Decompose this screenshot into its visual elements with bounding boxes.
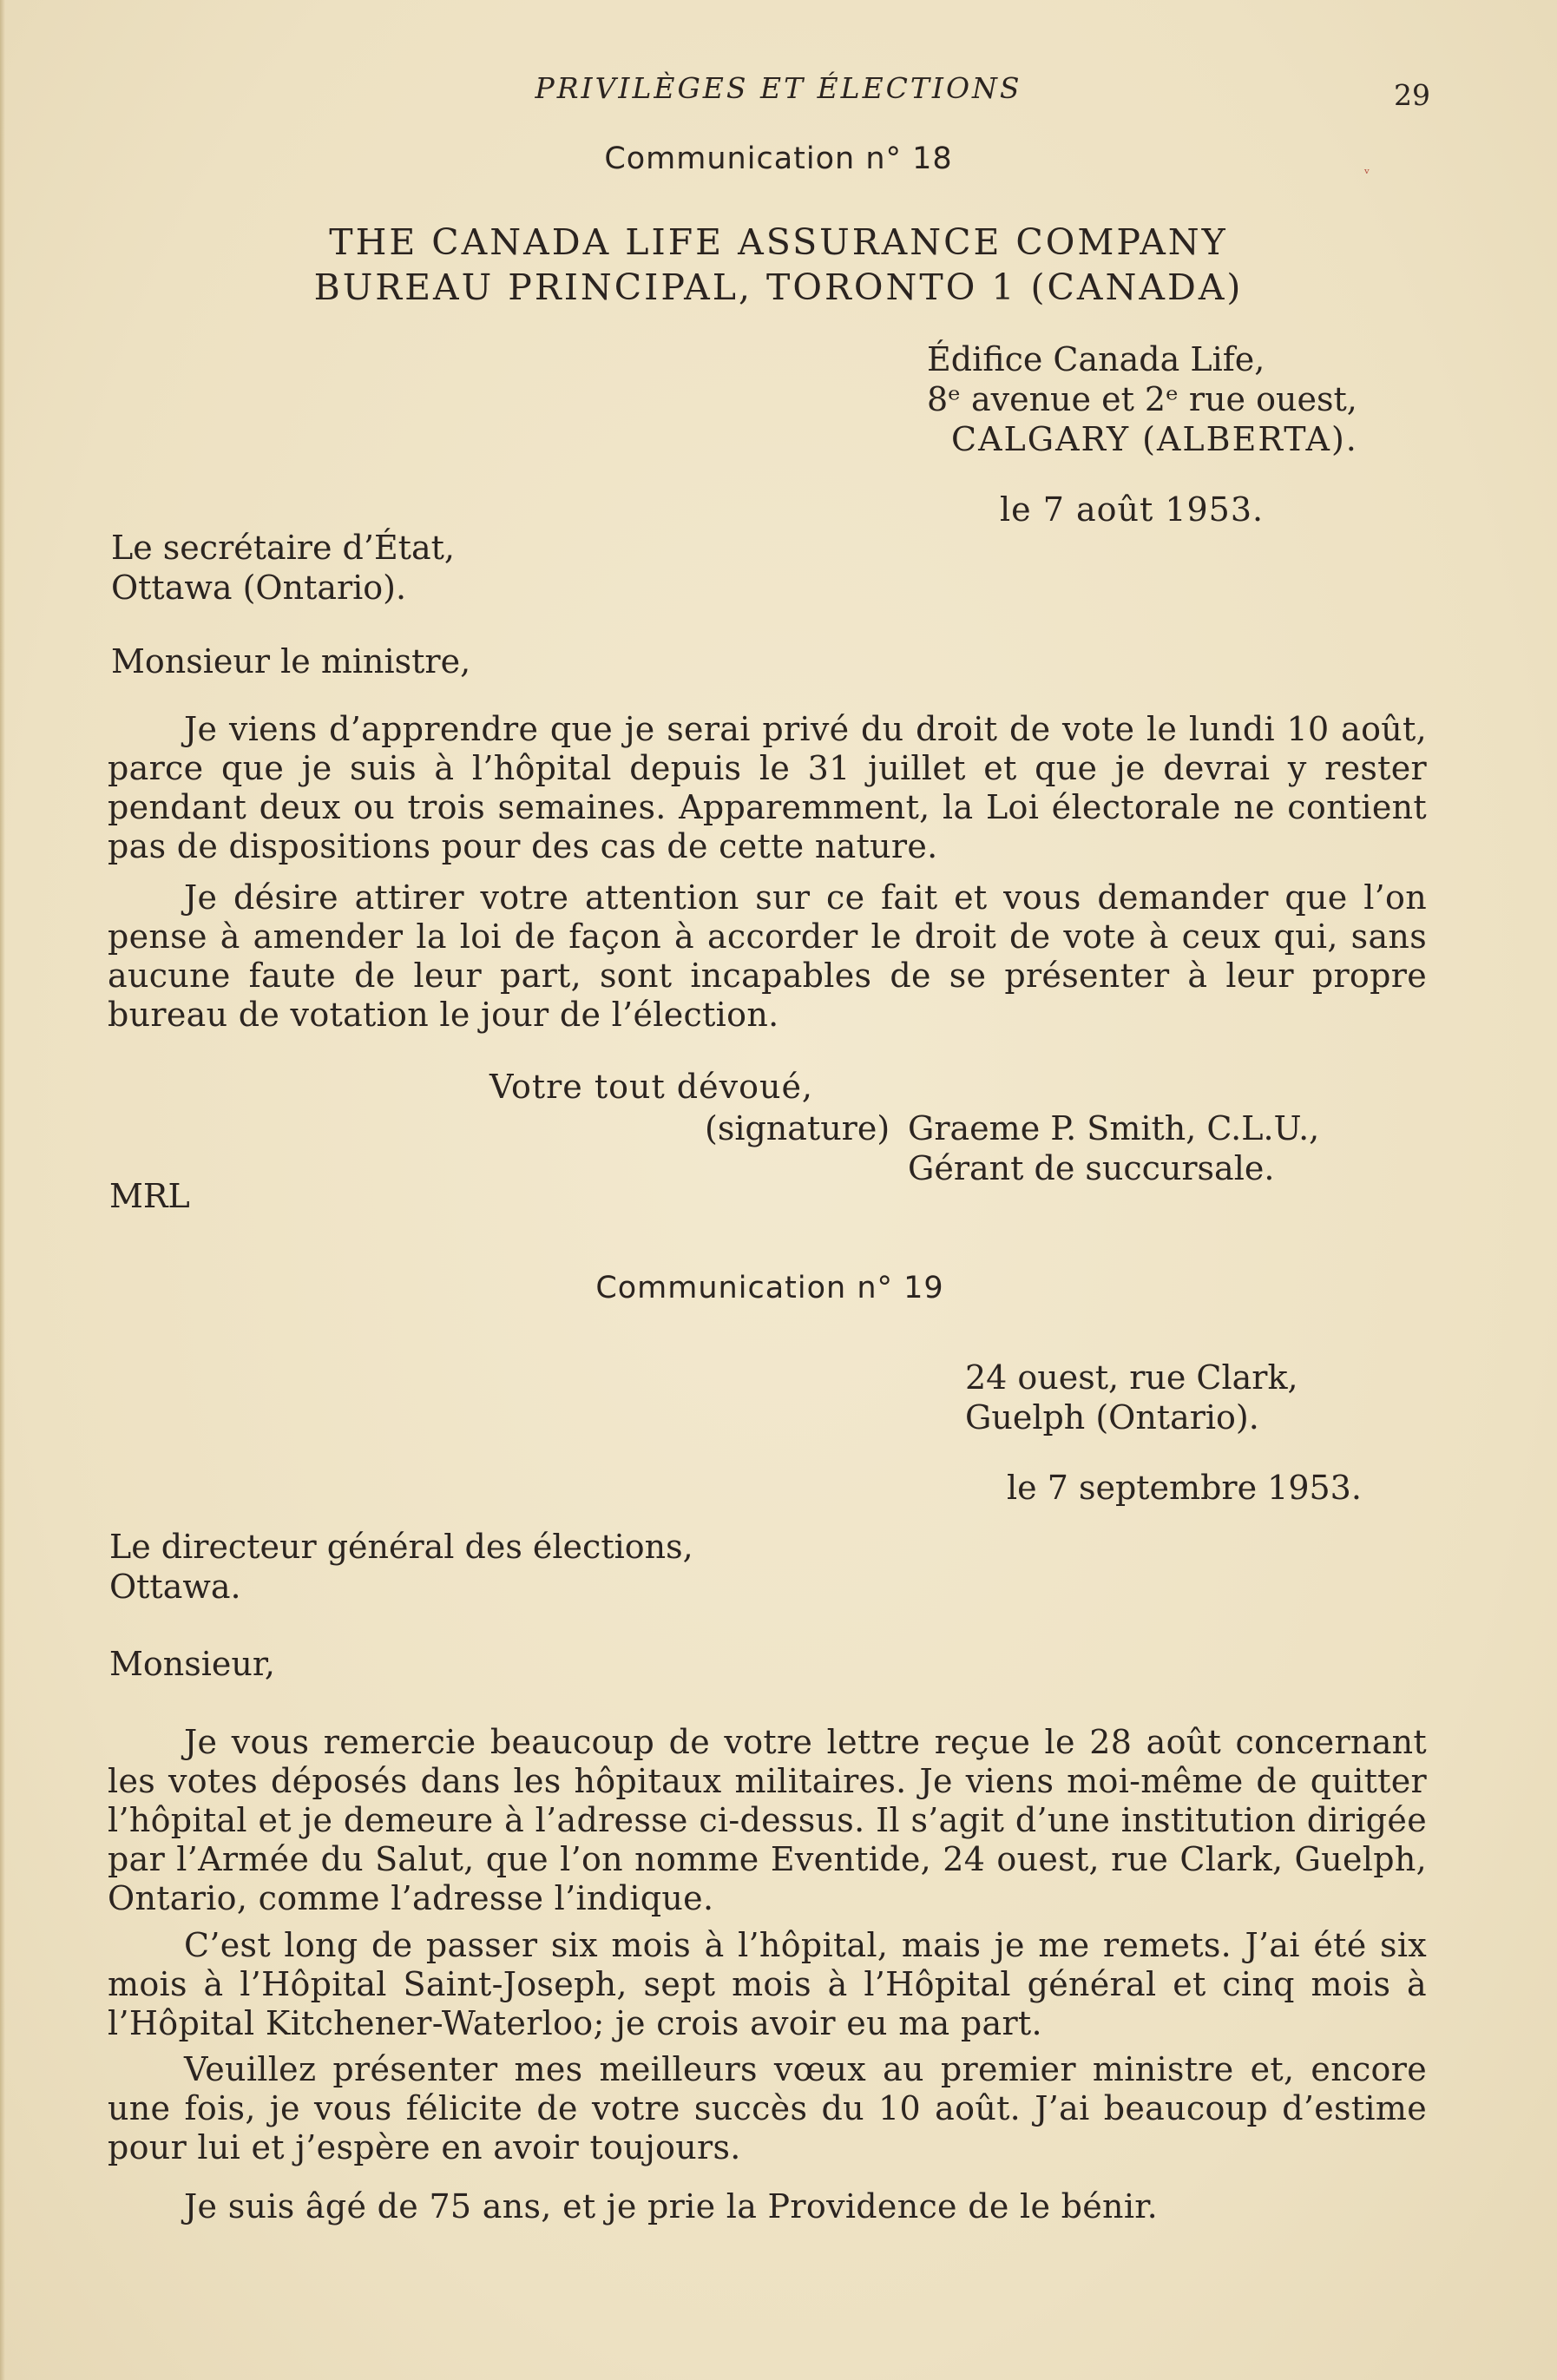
signer-title: Gérant de succursale. bbox=[908, 1149, 1275, 1187]
company-head-office: BUREAU PRINCIPAL, TORONTO 1 (CANADA) bbox=[313, 266, 1244, 308]
letter-date: le 7 août 1953. bbox=[1000, 490, 1265, 529]
ink-mark: ᵛ bbox=[1364, 165, 1370, 181]
recipient-line-1: Le directeur général des élections, bbox=[109, 1528, 693, 1566]
page-number: 29 bbox=[1394, 78, 1430, 112]
sender-address-line-3: CALGARY (ALBERTA). bbox=[951, 420, 1358, 458]
recipient-line-2: Ottawa. bbox=[109, 1568, 241, 1606]
recipient-line-1: Le secrétaire d’État, bbox=[111, 529, 455, 567]
initials: MRL bbox=[109, 1177, 190, 1215]
sender-address-line-1: 24 ouest, rue Clark, bbox=[965, 1358, 1298, 1397]
signature-note: (signature) bbox=[705, 1109, 890, 1147]
letter-paragraph: Je désire attirer votre attention sur ce fait et vous demander que l’on pense à amender la loi de façon à accorder le droit de vote à ceux qui, sans aucune faute de leur part, sont incapables de se présenter à leur propre bureau de votation le jour de l’élection. bbox=[108, 878, 1427, 1034]
communication-19-title: Communication n° 19 bbox=[595, 1271, 944, 1305]
sender-address-line-2: Guelph (Ontario). bbox=[965, 1398, 1259, 1437]
letter-date: le 7 septembre 1953. bbox=[1007, 1469, 1362, 1507]
recipient-line-2: Ottawa (Ontario). bbox=[111, 569, 407, 607]
letter-paragraph: Veuillez présenter mes meilleurs vœux au premier ministre et, encore une fois, je vous félicite de votre succès du 10 août. J’ai beaucoup d’estime pour lui et j’espère en avoir toujours. bbox=[108, 2050, 1427, 2166]
communication-18-title: Communication n° 18 bbox=[604, 141, 953, 176]
salutation: Monsieur le ministre, bbox=[111, 642, 471, 680]
sender-address-line-1: Édifice Canada Life, bbox=[927, 340, 1265, 378]
letter-paragraph: Je vous remercie beaucoup de votre lettre reçue le 28 août concernant les votes déposés dans les hôpitaux militaires. Je viens moi-même de quitter l’hôpital et je demeure à l’adresse ci-dessus. Il s’agit d’une institution dirigée par l’Armée du Salut, que l’on nomme Eventide, 24 ouest, rue Clark, Guelph, Ontario, comme l’adresse l’indique. bbox=[108, 1723, 1427, 1917]
letter-paragraph: C’est long de passer six mois à l’hôpital, mais je me remets. J’ai été six mois à l’Hôpital Saint-Joseph, sept mois à l’Hôpital général et cinq mois à l’Hôpital Kitchener-Waterloo; je crois avoir eu ma part. bbox=[108, 1926, 1427, 2042]
signer-name: Graeme P. Smith, C.L.U., bbox=[908, 1109, 1320, 1147]
letter-paragraph: Je viens d’apprendre que je serai privé du droit de vote le lundi 10 août, parce que je suis à l’hôpital depuis le 31 juillet et que je devrai y rester pendant deux ou trois semaines. Apparemment, la Loi électorale ne contient pas de dispositions pour des cas de cette nature. bbox=[108, 710, 1427, 865]
salutation: Monsieur, bbox=[109, 1645, 275, 1683]
page-edge-shadow bbox=[0, 0, 5, 2380]
running-head: PRIVILÈGES ET ÉLECTIONS bbox=[535, 71, 1022, 105]
letter-paragraph: Je suis âgé de 75 ans, et je prie la Providence de le bénir. bbox=[184, 2187, 1158, 2225]
sender-address-line-2: 8ᵉ avenue et 2ᵉ rue ouest, bbox=[927, 380, 1357, 418]
closing: Votre tout dévoué, bbox=[489, 1068, 814, 1106]
company-name: THE CANADA LIFE ASSURANCE COMPANY bbox=[329, 221, 1228, 263]
